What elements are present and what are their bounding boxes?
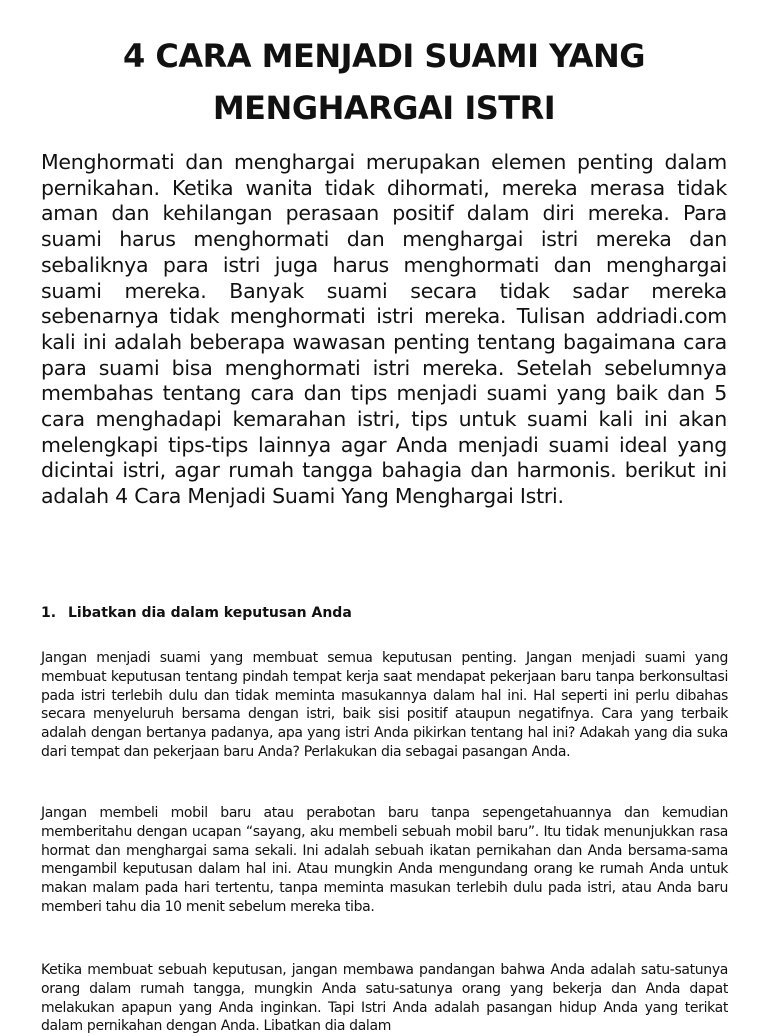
body-paragraph-1: Jangan menjadi suami yang membuat semua keputusan penting. Jangan menjadi suami yang membuat keputusan tentang pindah tempat kerja saat mendapat pekerjaan baru tanpa berkonsultasi pada istri terlebih dulu dan tidak meminta masukannya dalam hal ini. Hal seperti ini perlu dibahas secara menyeluruh bersama dengan istri, baik sisi positif ataupun negatifnya. Cara yang terbaik adalah dengan bertanya padanya, apa yang istri Anda pikirkan tentang hal ini? Adakah yang dia suka dari tempat dan pekerjaan baru Anda? Perlakukan dia sebagai pasangan Anda.	[41, 650, 728, 760]
page-title	[40, 30, 728, 134]
title-line-1: 4 CARA MENJADI SUAMI YANG	[122, 37, 646, 75]
section-heading	[41, 603, 352, 623]
intro-paragraph: Menghormati dan menghargai merupakan elemen penting dalam pernikahan. Ketika wanita tidak dihormati, mereka merasa tidak aman dan kehilangan perasaan positif dalam diri mereka. Para suami harus menghormati dan menghargai istri mereka dan sebaliknya para istri juga harus menghormati dan menghargai suami mereka. Banyak suami secara tidak sadar mereka sebenarnya tidak menghormati istri mereka. Tulisan addriadi.com kali ini adalah beberapa wawasan penting tentang bagaimana cara para suami bisa menghormati istri mereka. Setelah sebelumnya membahas tentang cara dan tips menjadi suami yang baik dan 5 cara menghadapi kemarahan istri, tips untuk suami kali ini akan melengkapi tips-tips lainnya agar Anda menjadi suami ideal yang dicintai istri, agar rumah tangga bahagia dan harmonis. berikut ini adalah 4 Cara Menjadi Suami Yang Menghargai Istri.	[41, 150, 727, 509]
section-heading-text: Libatkan dia dalam keputusan Anda	[68, 605, 352, 621]
body-paragraph-2: Jangan membeli mobil baru atau perabotan baru tanpa sepengetahuannya dan kemudian memberitahu dengan ucapan “sayang, aku membeli sebuah mobil baru”. Itu tidak menunjukkan rasa hormat dan menghargai sama sekali. Ini adalah sebuah ikatan pernikahan dan Anda bersama-sama mengambil keputusan dalam hal ini. Atau mungkin Anda mengundang orang ke rumah Anda untuk makan malam pada hari tertentu, tanpa meminta masukan terlebih dulu pada istri, atau Anda baru memberi tahu dia 10 menit sebelum mereka tiba.	[41, 805, 728, 915]
body-paragraph-3: Ketika membuat sebuah keputusan, jangan membawa pandangan bahwa Anda adalah satu-satunya orang dalam rumah tangga, mungkin Anda satu-satunya orang yang bekerja dan Anda dapat melakukan apapun yang Anda inginkan. Tapi Istri Anda adalah pasangan hidup Anda yang terikat dalam pernikahan dengan Anda. Libatkan dia dalam	[41, 962, 728, 1035]
section-number: 1.	[41, 605, 57, 621]
title-line-2: MENGHARGAI ISTRI	[212, 89, 556, 127]
